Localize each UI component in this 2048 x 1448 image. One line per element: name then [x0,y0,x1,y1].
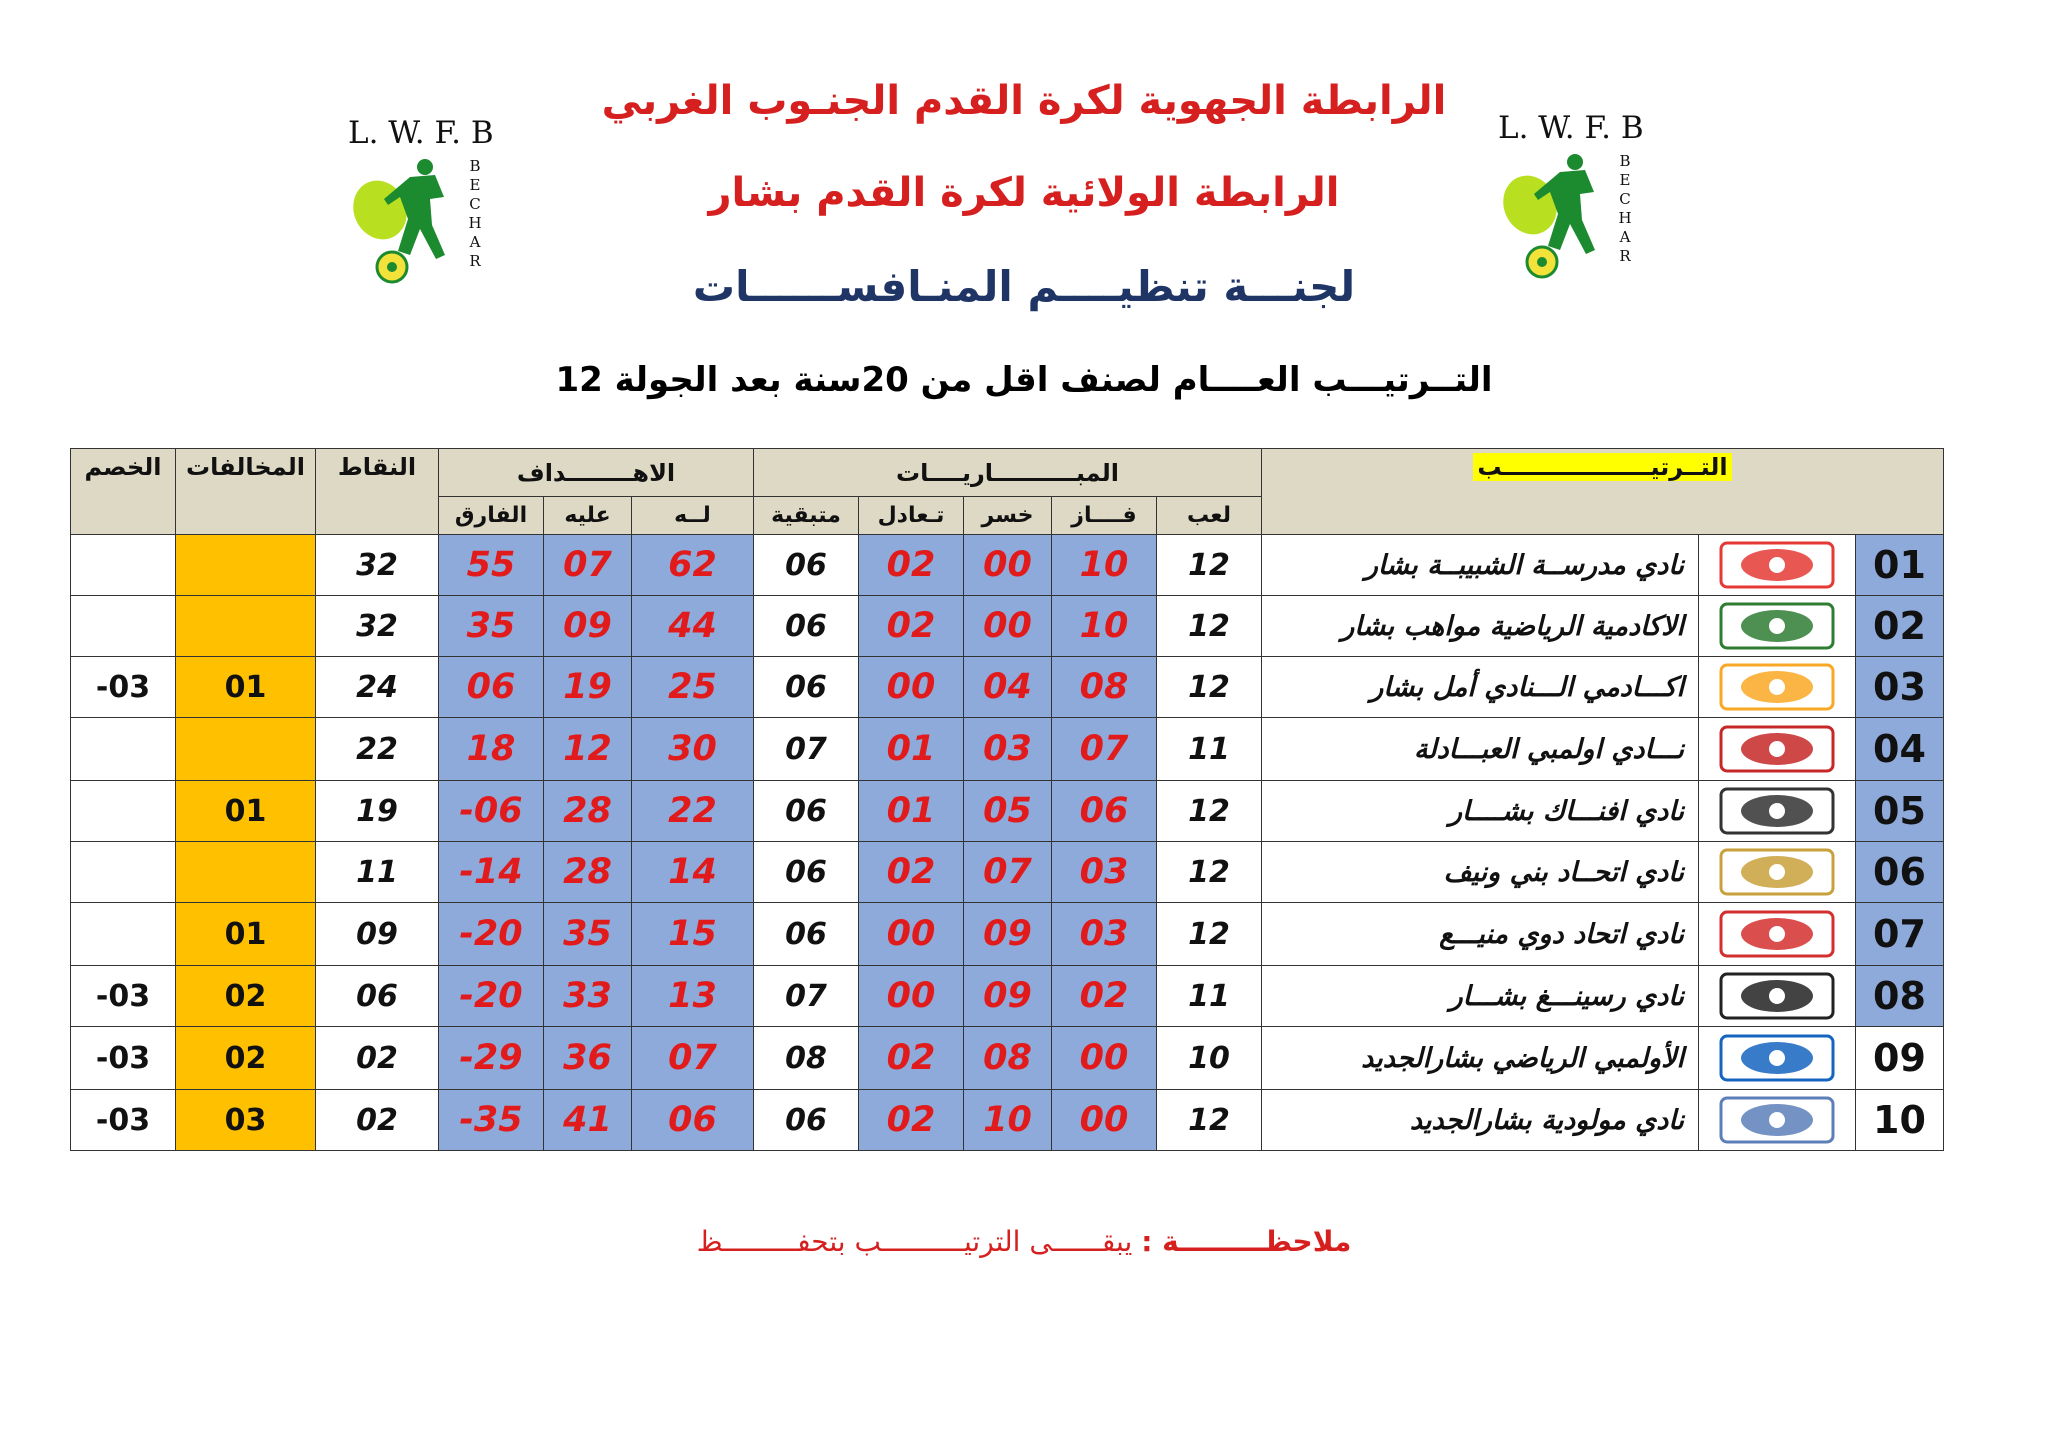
cell-gf: 44 [632,596,754,657]
table-row [71,781,1944,842]
cell-points: 02 [316,1027,439,1090]
cell-team: اكـــادمي الـــنادي أمل بشار [1262,657,1699,718]
logo-letter: H [1618,209,1632,227]
cell-played: 11 [1157,718,1262,781]
table-row [71,842,1944,903]
cell-diff: -29 [439,1027,544,1090]
cell-points: 06 [316,966,439,1027]
cell-rank: 01 [1856,535,1944,596]
cell-rank: 05 [1856,781,1944,842]
header-ranking [1262,449,1944,535]
cell-diff: -20 [439,966,544,1027]
cell-ga: 19 [544,657,632,718]
header-ranking-label: التــرتيــــــــــــــــــب [1473,453,1731,481]
cell-won: 00 [1052,1090,1157,1151]
cell-lost: 03 [964,718,1052,781]
cell-deduction [71,718,176,781]
cell-ga: 28 [544,781,632,842]
cell-violations: 01 [176,657,316,718]
cell-played: 12 [1157,903,1262,966]
cell-draw: 02 [859,842,964,903]
cell-club-logo [1699,596,1856,657]
club-badge-icon [1718,1033,1836,1083]
club-badge-icon [1718,540,1836,590]
cell-deduction [71,903,176,966]
cell-club-logo [1699,903,1856,966]
cell-remaining: 06 [754,535,859,596]
cell-gf: 15 [632,903,754,966]
cell-deduction: -03 [71,657,176,718]
cell-draw: 00 [859,966,964,1027]
cell-rank: 08 [1856,966,1944,1027]
footballer-emblem-icon [1490,110,1620,280]
cell-ga: 35 [544,903,632,966]
cell-ga: 07 [544,535,632,596]
cell-draw: 00 [859,657,964,718]
cell-violations: 02 [176,966,316,1027]
cell-draw: 02 [859,535,964,596]
cell-deduction [71,535,176,596]
cell-diff: -35 [439,1090,544,1151]
logo-letter: E [469,176,481,194]
cell-gf: 30 [632,718,754,781]
cell-gf: 14 [632,842,754,903]
cell-club-logo [1699,718,1856,781]
cell-draw: 02 [859,596,964,657]
cell-violations [176,842,316,903]
cell-ga: 33 [544,966,632,1027]
table-row [71,1027,1944,1090]
logo-letter: B [469,157,481,175]
cell-gf: 25 [632,657,754,718]
header-goals-against: عليه [544,497,632,535]
cell-won: 06 [1052,781,1157,842]
cell-lost: 05 [964,781,1052,842]
cell-played: 12 [1157,842,1262,903]
logo-letter: H [468,214,482,232]
logo-letter: R [1619,247,1631,265]
cell-team: نادي اتحاد دوي منيـــع [1262,903,1699,966]
cell-club-logo [1699,657,1856,718]
cell-team: نـــادي اولمبي العبـــادلة [1262,718,1699,781]
cell-diff: 35 [439,596,544,657]
cell-points: 11 [316,842,439,903]
cell-remaining: 06 [754,842,859,903]
cell-deduction [71,781,176,842]
cell-gf: 07 [632,1027,754,1090]
header-points: النقاط [316,449,439,535]
cell-team: نادي اتحــاد بني ونيف [1262,842,1699,903]
cell-diff: 18 [439,718,544,781]
header-deduction: الخصم [71,449,176,535]
cell-points: 19 [316,781,439,842]
header-played: لعب [1157,497,1262,535]
cell-draw: 01 [859,718,964,781]
logo-letter: E [1619,171,1631,189]
cell-gf: 62 [632,535,754,596]
cell-rank: 03 [1856,657,1944,718]
lwfb-logo-right [1490,110,1644,280]
header-won: فــــاز [1052,497,1157,535]
cell-ga: 09 [544,596,632,657]
cell-team: نادي مولودية بشارالجديد [1262,1090,1699,1151]
cell-played: 10 [1157,1027,1262,1090]
cell-ga: 28 [544,842,632,903]
header-matches: المبــــــــــاريــــات [754,449,1262,497]
logo-letter: A [469,233,481,251]
table-row [71,903,1944,966]
cell-club-logo [1699,1090,1856,1151]
cell-rank: 06 [1856,842,1944,903]
club-badge-icon [1718,847,1836,897]
cell-won: 02 [1052,966,1157,1027]
cell-deduction [71,596,176,657]
cell-deduction: -03 [71,1090,176,1151]
cell-violations [176,718,316,781]
cell-team: الأولمبي الرياضي بشارالجديد [1262,1027,1699,1090]
cell-club-logo [1699,1027,1856,1090]
cell-lost: 08 [964,1027,1052,1090]
logo-text: L. W. F. B [348,115,494,151]
logo-vertical-text [468,157,482,271]
cell-lost: 10 [964,1090,1052,1151]
cell-won: 03 [1052,903,1157,966]
cell-remaining: 06 [754,1090,859,1151]
cell-played: 12 [1157,535,1262,596]
cell-club-logo [1699,535,1856,596]
cell-diff: -14 [439,842,544,903]
header-violations: المخالفات [176,449,316,535]
cell-rank: 04 [1856,718,1944,781]
cell-deduction: -03 [71,1027,176,1090]
cell-diff: -20 [439,903,544,966]
cell-violations [176,596,316,657]
logo-letter: A [1619,228,1631,246]
logo-letter: R [469,252,481,270]
cell-played: 12 [1157,781,1262,842]
cell-played: 12 [1157,657,1262,718]
cell-gf: 22 [632,781,754,842]
standings-title: التــرتيـــب العــــام لصنف اقل من 20سنة بعد الجولة 12 [555,360,1493,400]
cell-rank: 09 [1856,1027,1944,1090]
cell-points: 32 [316,535,439,596]
cell-won: 07 [1052,718,1157,781]
cell-draw: 01 [859,781,964,842]
cell-diff: 55 [439,535,544,596]
table-row [71,718,1944,781]
cell-lost: 00 [964,535,1052,596]
cell-points: 32 [316,596,439,657]
logo-vertical-text [1618,152,1632,266]
note-text: يبقــــــى الترتيــــــــــب بتحفـــــــــظ [696,1225,1133,1258]
logo-letter: C [469,195,481,213]
cell-rank: 02 [1856,596,1944,657]
cell-club-logo [1699,842,1856,903]
cell-violations: 03 [176,1090,316,1151]
header-lost: خسر [964,497,1052,535]
table-row [71,966,1944,1027]
cell-team: نادي رسينـــغ بشـــار [1262,966,1699,1027]
cell-lost: 04 [964,657,1052,718]
cell-points: 02 [316,1090,439,1151]
cell-gf: 06 [632,1090,754,1151]
cell-violations: 01 [176,781,316,842]
cell-remaining: 06 [754,657,859,718]
header-goals: الاهــــــــداف [439,449,754,497]
cell-diff: -06 [439,781,544,842]
logo-letter: C [1619,190,1631,208]
club-badge-icon [1718,1095,1836,1145]
cell-deduction: -03 [71,966,176,1027]
cell-ga: 36 [544,1027,632,1090]
cell-points: 22 [316,718,439,781]
cell-points: 09 [316,903,439,966]
cell-won: 08 [1052,657,1157,718]
header-line-2: الرابطة الولائية لكرة القدم بشار [708,170,1340,216]
header-line-3: لجنـــة تنظيــــم المنـافســــــات [692,262,1356,311]
header-goal-diff: الفارق [439,497,544,535]
cell-gf: 13 [632,966,754,1027]
lwfb-logo-left [340,115,494,285]
cell-played: 12 [1157,1090,1262,1151]
club-badge-icon [1718,971,1836,1021]
cell-won: 00 [1052,1027,1157,1090]
cell-violations: 01 [176,903,316,966]
cell-remaining: 06 [754,903,859,966]
cell-team: نادي مدرســة الشبيبــة بشار [1262,535,1699,596]
cell-points: 24 [316,657,439,718]
logo-text: L. W. F. B [1498,110,1644,146]
cell-remaining: 07 [754,966,859,1027]
cell-lost: 00 [964,596,1052,657]
cell-ga: 12 [544,718,632,781]
table-row [71,657,1944,718]
club-badge-icon [1718,601,1836,651]
table-row [71,1090,1944,1151]
cell-played: 12 [1157,596,1262,657]
standings-table [70,448,1944,1151]
club-badge-icon [1718,909,1836,959]
club-badge-icon [1718,662,1836,712]
cell-lost: 07 [964,842,1052,903]
header-draw: تـعادل [859,497,964,535]
cell-lost: 09 [964,966,1052,1027]
club-badge-icon [1718,786,1836,836]
note-label: ملاحظـــــــــة : [1141,1225,1352,1258]
cell-diff: 06 [439,657,544,718]
note [0,1225,2048,1258]
header-line-1: الرابطة الجهوية لكرة القدم الجنـوب الغربي [601,78,1447,124]
cell-club-logo [1699,781,1856,842]
cell-remaining: 06 [754,781,859,842]
header-goals-for: لــه [632,497,754,535]
logo-letter: B [1619,152,1631,170]
cell-draw: 00 [859,903,964,966]
cell-draw: 02 [859,1027,964,1090]
cell-remaining: 07 [754,718,859,781]
cell-ga: 41 [544,1090,632,1151]
header-remaining: متبقية [754,497,859,535]
footballer-emblem-icon [340,115,470,285]
cell-violations: 02 [176,1027,316,1090]
cell-rank: 07 [1856,903,1944,966]
cell-deduction [71,842,176,903]
cell-remaining: 08 [754,1027,859,1090]
cell-remaining: 06 [754,596,859,657]
cell-won: 10 [1052,596,1157,657]
cell-won: 10 [1052,535,1157,596]
cell-lost: 09 [964,903,1052,966]
cell-club-logo [1699,966,1856,1027]
cell-team: نادي افنـــاك بشــــار [1262,781,1699,842]
club-badge-icon [1718,724,1836,774]
cell-team: الاكادمية الرياضية مواهب بشار [1262,596,1699,657]
cell-violations [176,535,316,596]
table-row [71,535,1944,596]
cell-played: 11 [1157,966,1262,1027]
cell-rank: 10 [1856,1090,1944,1151]
cell-draw: 02 [859,1090,964,1151]
cell-won: 03 [1052,842,1157,903]
table-row [71,596,1944,657]
